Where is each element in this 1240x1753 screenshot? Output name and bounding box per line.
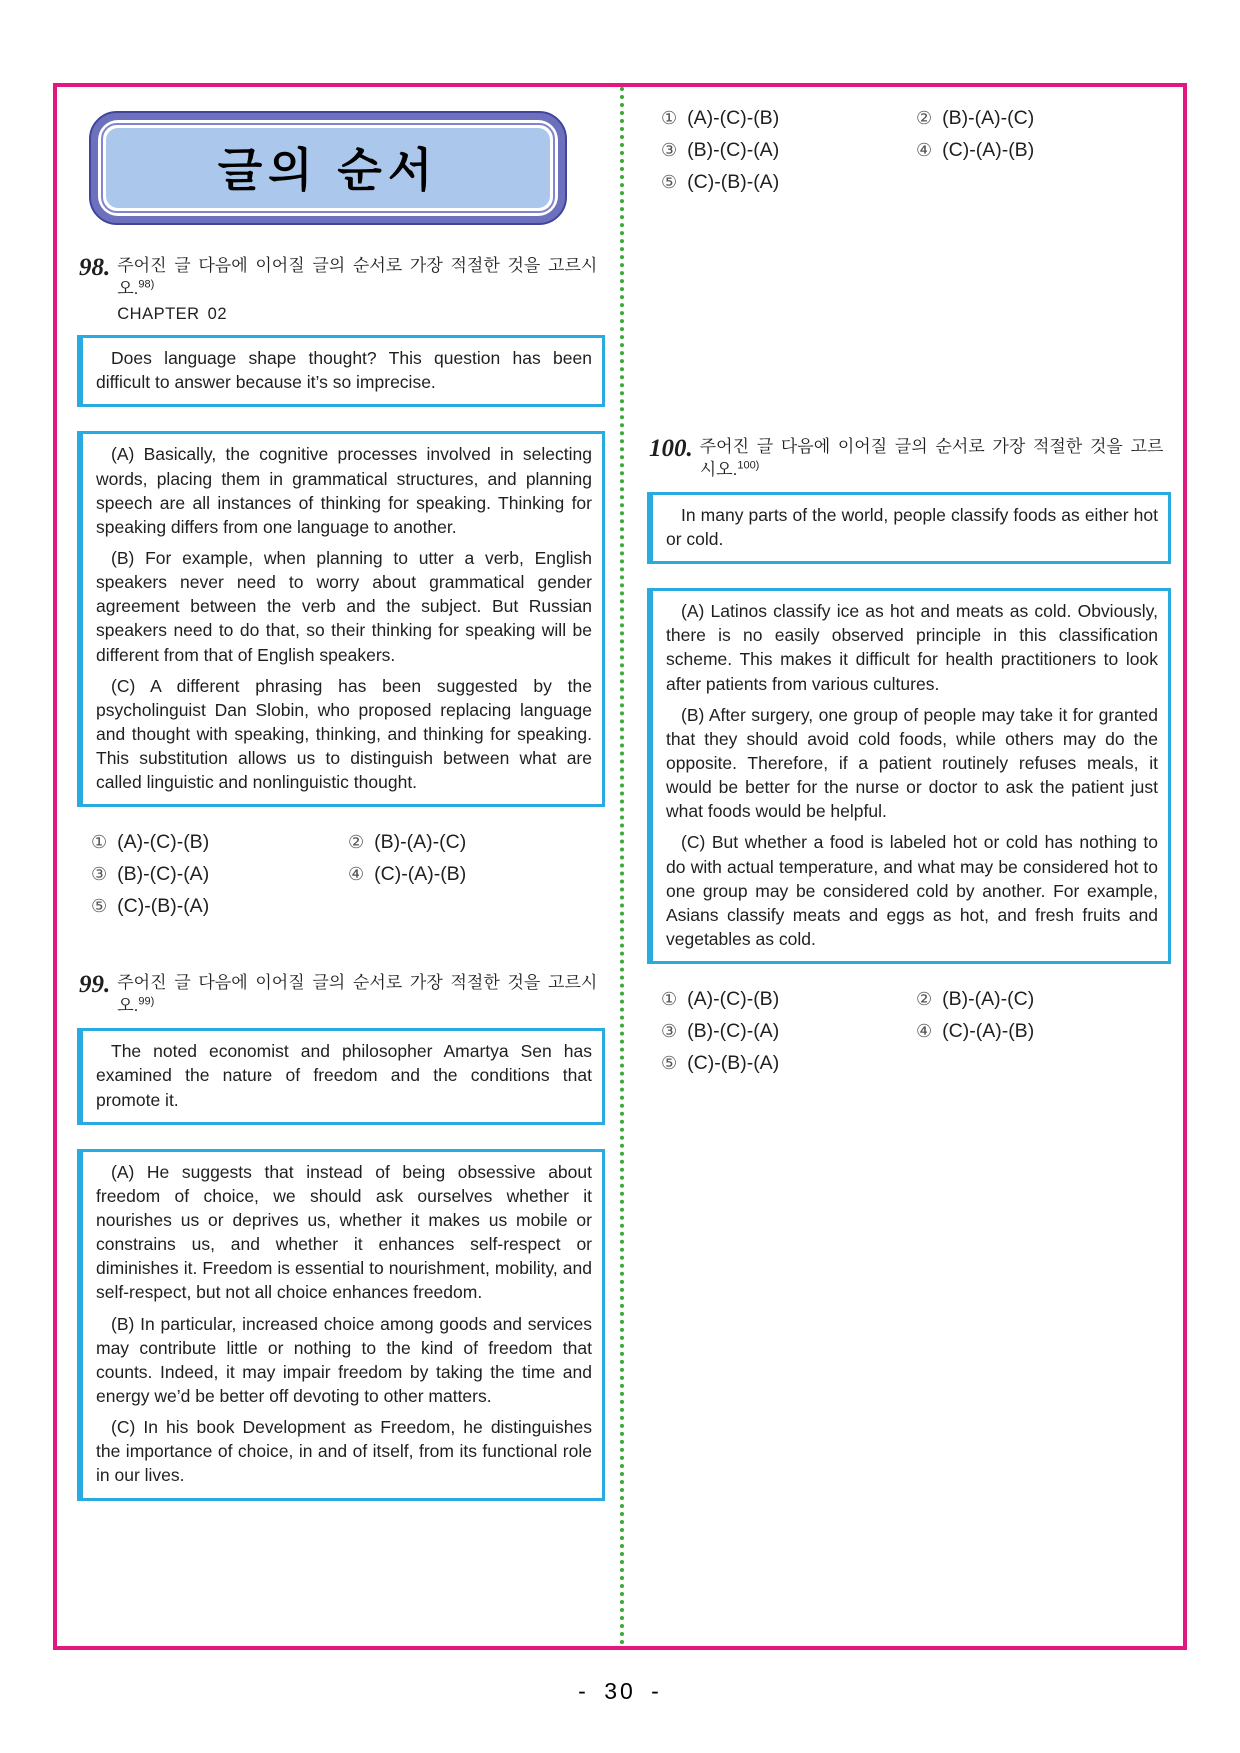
- column-divider: [620, 87, 624, 1646]
- option-text: (C)-(A)-(B): [942, 1020, 1035, 1043]
- prev-option-2[interactable]: [916, 107, 1171, 130]
- question-99-paragraph-a: (A) He suggests that instead of being obsessive about freedom of choice, we should ask ourselves whether it nourishes us or deprives us, whether it makes us mobile or constrains us, and whether it enhances self-respect or diminishes it. Freedom is essential to nourishment, mobility, and self-respect, but not all choice enhances freedom.: [96, 1161, 592, 1303]
- question-100-header: [649, 436, 1171, 482]
- previous-question-options: [647, 107, 1171, 194]
- question-100-body-box: [647, 588, 1171, 964]
- question-100-options: [647, 988, 1171, 1075]
- question-100-given-box: [647, 492, 1171, 564]
- option-marker: ③: [91, 864, 108, 885]
- question-100-paragraph-b: (B) After surgery, one group of people may take it for granted that they should avoid cold foods, while others may do the opposite. Therefore, if a patient routinely refuses meals, it would be better for the nurse or doctor to ask the patient just what foods would be helpful.: [666, 704, 1158, 822]
- question-98-chapter: CHAPTER 02: [117, 304, 228, 323]
- question-99-paragraph-b: (B) In particular, increased choice among goods and services may contribute little or nothing to the kind of freedom that counts. Indeed, it may impair freedom by taking the time and energy we’d be better off devoting to other matters.: [96, 1313, 592, 1406]
- option-marker: ⑤: [91, 896, 108, 917]
- option-text: (C)-(B)-(A): [117, 895, 210, 918]
- question-98-option-4[interactable]: [348, 863, 605, 886]
- page-number: - 30 -: [578, 1678, 662, 1704]
- prev-option-1[interactable]: [661, 107, 916, 130]
- prev-option-4[interactable]: [916, 139, 1171, 162]
- question-100-option-4[interactable]: [916, 1020, 1171, 1043]
- option-text: (B)-(A)-(C): [942, 988, 1035, 1011]
- question-100-option-3[interactable]: [661, 1020, 916, 1043]
- question-99-paragraph-c: (C) In his book Development as Freedom, he distinguishes the importance of choice, in and of itself, from its functional role in our lives.: [96, 1417, 592, 1486]
- question-99-footnote: 99): [138, 995, 155, 1008]
- question-100-number: 100.: [649, 435, 693, 462]
- spacer: [77, 928, 605, 972]
- option-text: (B)-(A)-(C): [374, 831, 467, 854]
- question-98-paragraph-b: (B) For example, when planning to utter a verb, English speakers never need to worry about grammatical gender agreement between the verb and the subject. But Russian speakers need to do that, so their thinking for speaking will be different from that of English speakers.: [96, 547, 592, 665]
- question-98-paragraph-c: (C) A different phrasing has been suggested by the psycholinguist Dan Slobin, who proposed replacing language and thought with speaking, thinking, and thinking for speaking. This substitution allows us to distinguish between what are called linguistic and nonlinguistic thought.: [96, 675, 592, 793]
- option-marker: ④: [348, 864, 365, 885]
- question-100-option-1[interactable]: [661, 988, 916, 1011]
- question-99-header: [79, 972, 605, 1018]
- question-98-option-3[interactable]: [91, 863, 348, 886]
- question-100-footnote: 100): [737, 459, 760, 472]
- prev-option-5[interactable]: [661, 171, 916, 194]
- option-marker: ③: [661, 140, 678, 160]
- question-100-paragraph-a: (A) Latinos classify ice as hot and meats as cold. Obviously, there is no easily observed principle in this classification scheme. This makes it difficult for health practitioners to look after patients from various cultures.: [666, 601, 1158, 694]
- option-text: (B)-(A)-(C): [942, 107, 1035, 129]
- prev-option-3[interactable]: [661, 139, 916, 162]
- banner-ring-outer: [98, 120, 558, 216]
- option-text: (A)-(C)-(B): [687, 988, 780, 1011]
- option-text: (C)-(B)-(A): [687, 171, 780, 193]
- question-99-given-box: [77, 1028, 605, 1124]
- banner-fill: [106, 128, 550, 208]
- question-98-footnote: 98): [138, 278, 155, 291]
- question-98-paragraph-a: (A) Basically, the cognitive processes involved in selecting words, placing them in grammatical structures, and planning speech are all instances of thinking for speaking. Thinking for speaking differs from one language to another.: [96, 444, 592, 537]
- banner-ring-inner: [101, 123, 555, 213]
- option-marker: ①: [661, 108, 678, 128]
- left-column: [77, 105, 605, 1525]
- question-98-option-2[interactable]: [348, 831, 605, 854]
- question-98-instruction: [117, 255, 605, 325]
- question-100-option-2[interactable]: [916, 988, 1171, 1011]
- option-marker: ④: [916, 140, 933, 160]
- option-marker: ②: [916, 108, 933, 128]
- section-banner: [89, 111, 567, 225]
- question-98-header: [79, 255, 605, 325]
- option-text: (B)-(C)-(A): [117, 863, 210, 886]
- option-text: (B)-(C)-(A): [687, 1020, 780, 1043]
- question-99-number: 99.: [79, 971, 111, 999]
- question-99-instruction: [117, 972, 605, 1018]
- option-marker: ⑤: [661, 1053, 678, 1074]
- question-100-option-5[interactable]: [661, 1052, 916, 1075]
- question-99-instruction-text: 주어진 글 다음에 이어질 글의 순서로 가장 적절한 것을 고르시오.: [117, 973, 598, 1016]
- question-98-body-box: [77, 431, 605, 807]
- option-text: (C)-(B)-(A): [687, 1052, 780, 1075]
- question-98-option-5[interactable]: [91, 895, 348, 918]
- option-text: (A)-(C)-(B): [117, 831, 210, 854]
- question-100-instruction-text: 주어진 글 다음에 이어질 글의 순서로 가장 적절한 것을 고르시오.: [699, 437, 1164, 479]
- question-100-instruction: [700, 436, 1171, 482]
- question-99-given-text: The noted economist and philosopher Amartya Sen has examined the nature of freedom and the conditions that promote it.: [96, 1041, 592, 1110]
- option-marker: ⑤: [661, 172, 678, 192]
- question-98-given-box: [77, 335, 605, 407]
- option-text: (A)-(C)-(B): [687, 107, 780, 129]
- option-text: (C)-(A)-(B): [942, 139, 1035, 161]
- option-marker: ③: [661, 1021, 678, 1042]
- section-title: 글의 순서: [217, 144, 439, 196]
- page-frame: [53, 83, 1187, 1650]
- option-marker: ②: [916, 989, 933, 1010]
- option-marker: ④: [916, 1021, 933, 1042]
- option-text: (C)-(A)-(B): [374, 863, 467, 886]
- question-98-options: [77, 831, 605, 918]
- right-column: [647, 105, 1171, 1085]
- option-marker: ①: [91, 832, 108, 853]
- question-98-given-text: Does language shape thought? This question has been difficult to answer because it’s so imprecise.: [96, 348, 592, 393]
- question-100-given-text: In many parts of the world, people classify foods as either hot or cold.: [666, 504, 1158, 550]
- spacer: [647, 204, 1171, 436]
- question-98-number: 98.: [79, 254, 111, 281]
- option-marker: ①: [661, 989, 678, 1010]
- question-98-option-1[interactable]: [91, 831, 348, 854]
- question-100-paragraph-c: (C) But whether a food is labeled hot or cold has nothing to do with actual temperature, and what may be considered hot to one group may be considered cold by another. For example, Asians classify meats and eggs as hot, and fresh fruits and vegetables as cold.: [666, 832, 1158, 949]
- option-text: (B)-(C)-(A): [687, 139, 780, 161]
- option-marker: ②: [348, 832, 365, 853]
- question-99-body-box: [77, 1149, 605, 1501]
- question-98-instruction-text: 주어진 글 다음에 이어질 글의 순서로 가장 적절한 것을 고르시오.: [117, 256, 598, 298]
